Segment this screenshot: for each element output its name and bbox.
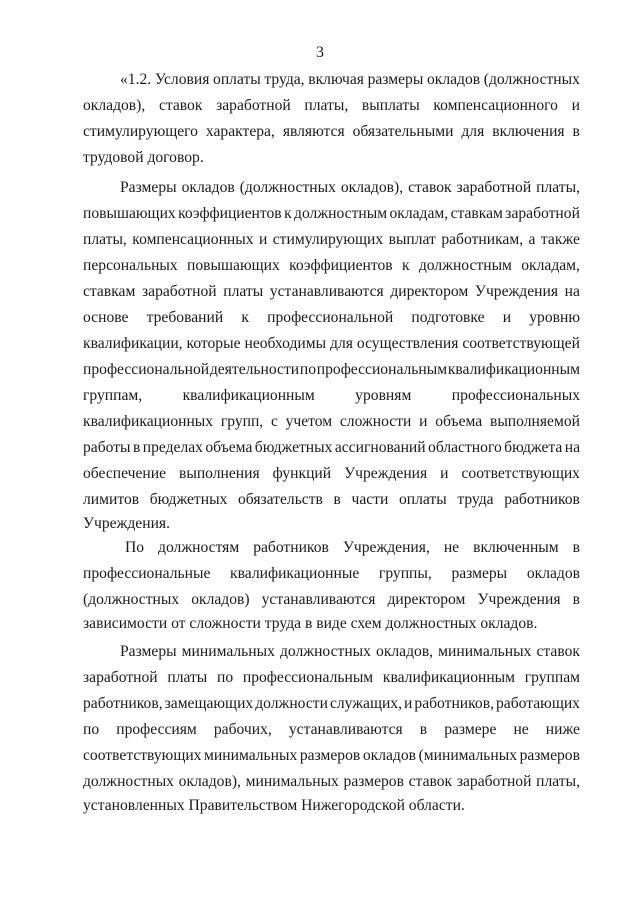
word: группам bbox=[524, 669, 580, 686]
word: деятельности bbox=[209, 361, 300, 378]
word: ставок bbox=[536, 643, 580, 660]
word: платы, bbox=[536, 773, 580, 790]
word: минимальных bbox=[438, 643, 532, 660]
text-run: трудовой договор. bbox=[83, 149, 204, 166]
page-number: 3 bbox=[316, 44, 324, 61]
paragraph-2-line-3 bbox=[83, 230, 580, 250]
word: квалификационные bbox=[230, 565, 360, 582]
word: бюджетных bbox=[254, 439, 333, 456]
word: в bbox=[572, 539, 580, 556]
word: работникам, bbox=[441, 231, 524, 248]
word: лимитов bbox=[83, 491, 140, 508]
word: по bbox=[299, 361, 317, 378]
word: заработной bbox=[456, 179, 532, 196]
word: с bbox=[270, 413, 278, 430]
paragraph-2-line-9 bbox=[83, 386, 580, 406]
word: выплаты bbox=[361, 97, 420, 114]
word: в bbox=[572, 591, 580, 608]
word: работников, bbox=[414, 695, 494, 712]
word: компенсационных bbox=[132, 231, 254, 248]
word: директором bbox=[387, 591, 466, 608]
word: Учреждения bbox=[344, 465, 428, 482]
word: уровням bbox=[355, 387, 412, 404]
word: платы, bbox=[304, 97, 349, 114]
word: являются bbox=[282, 123, 345, 140]
word: работников, bbox=[83, 695, 163, 712]
word: в bbox=[132, 439, 141, 456]
word: ставкам bbox=[83, 283, 136, 300]
word: функций bbox=[272, 465, 332, 482]
word: профессиональных bbox=[451, 387, 580, 404]
word: должностным bbox=[418, 257, 512, 274]
paragraph-4-line-2 bbox=[83, 668, 580, 688]
word: областного bbox=[428, 439, 502, 456]
word: размеров bbox=[343, 773, 404, 790]
paragraph-2-line-12 bbox=[83, 464, 580, 484]
paragraph-4-line-3 bbox=[83, 694, 580, 714]
word: работающих bbox=[496, 695, 580, 712]
word: подготовке bbox=[411, 309, 485, 326]
paragraph-4-line-4 bbox=[83, 720, 580, 740]
word: и bbox=[440, 465, 449, 482]
paragraph-4-line-7 bbox=[83, 796, 465, 816]
word: Размеры bbox=[120, 643, 177, 660]
word: части bbox=[351, 491, 389, 508]
word: основе bbox=[83, 309, 129, 326]
paragraph-1-line-3 bbox=[83, 122, 580, 142]
word: заработной bbox=[83, 669, 158, 686]
paragraph-2-line-1 bbox=[120, 178, 580, 198]
word: заработной bbox=[141, 283, 217, 300]
paragraph-2-line-8 bbox=[83, 360, 580, 380]
word: не bbox=[443, 539, 460, 556]
word: замещающих bbox=[164, 695, 254, 712]
paragraph-4-line-6 bbox=[83, 772, 580, 792]
word: для bbox=[461, 123, 485, 140]
word: повышающих bbox=[187, 257, 280, 274]
word: (должностных bbox=[239, 179, 336, 196]
word: к bbox=[241, 309, 249, 326]
word: включения bbox=[492, 123, 565, 140]
word: окладов bbox=[181, 179, 235, 196]
word: которые bbox=[186, 335, 241, 352]
word: профессиям bbox=[116, 721, 197, 738]
word: осуществления bbox=[356, 335, 459, 352]
word: устанавливаются bbox=[261, 591, 376, 608]
paragraph-3-line-2 bbox=[83, 564, 580, 584]
paragraph-1-line-2 bbox=[83, 96, 580, 116]
word: по bbox=[216, 669, 234, 686]
word: уровню bbox=[529, 309, 580, 326]
word: размере bbox=[444, 721, 497, 738]
word: профессиональной bbox=[267, 309, 394, 326]
paragraph-2-line-5 bbox=[83, 282, 580, 302]
word: должностных bbox=[279, 643, 371, 660]
word: Учреждения bbox=[474, 283, 558, 300]
word: размеры bbox=[451, 565, 508, 582]
word: заработной bbox=[505, 205, 580, 222]
word: работников bbox=[504, 491, 580, 508]
word: окладов, bbox=[376, 643, 434, 660]
word: окладам, bbox=[521, 257, 580, 274]
word: минимальных bbox=[245, 773, 339, 790]
word: служащих, bbox=[329, 695, 402, 712]
word: к bbox=[284, 205, 292, 222]
word: характера, bbox=[205, 123, 275, 140]
word: обязательными bbox=[352, 123, 454, 140]
word: необходимы bbox=[244, 335, 327, 352]
word: обязательств bbox=[237, 491, 323, 508]
word: размеров bbox=[519, 747, 580, 764]
word: и bbox=[419, 413, 428, 430]
word: компенсационного bbox=[433, 97, 558, 114]
word: ставок bbox=[408, 773, 453, 790]
paragraph-4-line-1 bbox=[120, 642, 580, 662]
word: для bbox=[330, 335, 353, 352]
word: в bbox=[572, 123, 580, 140]
word: на bbox=[564, 283, 580, 300]
paragraph-2-line-14 bbox=[83, 514, 170, 534]
paragraph-2-line-2 bbox=[83, 204, 580, 224]
word: ассигнований bbox=[334, 439, 426, 456]
word: минимальных bbox=[204, 747, 298, 764]
word: (должностных bbox=[83, 591, 180, 608]
word: квалификационным bbox=[382, 669, 516, 686]
word: выполнения bbox=[178, 465, 260, 482]
word: группам, bbox=[83, 387, 143, 404]
word: ниже bbox=[545, 721, 580, 738]
paragraph-2-line-10 bbox=[83, 412, 580, 432]
word: должностных bbox=[83, 773, 174, 790]
word: соответствующих bbox=[83, 747, 202, 764]
word: включая bbox=[308, 71, 364, 88]
word: оплаты bbox=[213, 71, 261, 88]
word: коэффициентов bbox=[178, 205, 282, 222]
word: группы, bbox=[378, 565, 432, 582]
paragraph-3-line-4 bbox=[83, 614, 537, 634]
word: платы, bbox=[83, 231, 127, 248]
word: ставок bbox=[408, 179, 452, 196]
word: минимальных bbox=[181, 643, 275, 660]
word: платы bbox=[167, 669, 208, 686]
word: включенным bbox=[473, 539, 559, 556]
word: объема bbox=[205, 439, 253, 456]
word: По bbox=[125, 539, 145, 556]
word: учетом bbox=[285, 413, 333, 430]
word: заработной bbox=[216, 97, 291, 114]
paragraph-3-line-1 bbox=[125, 538, 580, 558]
word: устанавливаются bbox=[288, 721, 403, 738]
word: квалификации, bbox=[83, 335, 183, 352]
word: стимулирующего bbox=[83, 123, 198, 140]
word: не bbox=[513, 721, 529, 738]
text-run: Учреждения. bbox=[83, 515, 170, 532]
paragraph-2-line-6 bbox=[83, 308, 580, 328]
word: Условия bbox=[154, 71, 210, 88]
word: на bbox=[564, 439, 580, 456]
word: квалификационным bbox=[182, 387, 315, 404]
word: платы bbox=[223, 283, 264, 300]
word: (минимальных bbox=[418, 747, 517, 764]
word: по bbox=[83, 721, 100, 738]
word: групп, bbox=[220, 413, 264, 430]
word: требований bbox=[146, 309, 224, 326]
word: Учреждения, bbox=[342, 539, 430, 556]
word: должности bbox=[255, 695, 328, 712]
word: размеры bbox=[367, 71, 424, 88]
word: повышающих bbox=[83, 205, 176, 222]
word: труда, bbox=[264, 71, 305, 88]
word: объема bbox=[435, 413, 483, 430]
paragraph-4-line-5 bbox=[83, 746, 580, 766]
word: окладов), bbox=[178, 773, 241, 790]
word: и bbox=[258, 231, 268, 248]
paragraph-2-line-13 bbox=[83, 490, 580, 510]
text-run: зависимости от сложности труда в виде схем должностных окладов. bbox=[83, 615, 538, 632]
word: выполняемой bbox=[489, 413, 580, 430]
word: обеспечение bbox=[83, 465, 167, 482]
word: профессиональным bbox=[242, 669, 374, 686]
word: а bbox=[528, 231, 536, 248]
word: Размеры bbox=[120, 179, 177, 196]
word: и bbox=[404, 695, 413, 712]
word: «1.2. bbox=[120, 71, 152, 88]
paragraph-2-line-11 bbox=[83, 438, 580, 458]
word: в bbox=[419, 721, 428, 738]
word: должностям bbox=[158, 539, 240, 556]
word: рабочих, bbox=[213, 721, 272, 738]
paragraph-2-line-7 bbox=[83, 334, 580, 354]
word: окладов bbox=[526, 565, 580, 582]
word: коэффициентов bbox=[289, 257, 393, 274]
text-run: установленных Правительством Нижегородской области. bbox=[83, 797, 465, 814]
word: профессиональные bbox=[83, 565, 211, 582]
word: персональных bbox=[83, 257, 178, 274]
word: и bbox=[502, 309, 512, 326]
paragraph-3-line-3 bbox=[83, 590, 580, 610]
word: и bbox=[571, 97, 580, 114]
word: платы, bbox=[536, 179, 580, 196]
word: окладов) bbox=[191, 591, 250, 608]
paragraph-1-line-1 bbox=[120, 70, 580, 90]
word: к bbox=[401, 257, 410, 274]
word: квалификационным bbox=[447, 361, 580, 378]
word: директором bbox=[390, 283, 469, 300]
word: работы bbox=[83, 439, 131, 456]
word: Учреждения bbox=[477, 591, 561, 608]
word: профессиональным bbox=[316, 361, 448, 378]
word: выплат bbox=[388, 231, 436, 248]
word: ставок bbox=[158, 97, 203, 114]
word: соответствующей bbox=[462, 335, 580, 352]
word: в bbox=[333, 491, 341, 508]
word: соответствующих bbox=[461, 465, 580, 482]
word: заработной bbox=[456, 773, 532, 790]
word: пределах bbox=[142, 439, 203, 456]
word: стимулирующих bbox=[272, 231, 384, 248]
word: бюджета bbox=[504, 439, 563, 456]
word: окладов bbox=[362, 747, 416, 764]
word: также bbox=[540, 231, 580, 248]
word: бюджетных bbox=[149, 491, 228, 508]
word: окладов), bbox=[340, 179, 404, 196]
word: ставкам bbox=[450, 205, 503, 222]
word: должностным bbox=[294, 205, 388, 222]
word: труда bbox=[457, 491, 494, 508]
paragraph-1-line-4 bbox=[83, 148, 204, 168]
word: окладам, bbox=[389, 205, 449, 222]
paragraph-2-line-4 bbox=[83, 256, 580, 276]
word: (должностных bbox=[483, 71, 580, 88]
word: окладов), bbox=[83, 97, 146, 114]
word: квалификационных bbox=[83, 413, 214, 430]
word: оплаты bbox=[398, 491, 447, 508]
word: окладов bbox=[426, 71, 481, 88]
word: устанавливаются bbox=[269, 283, 384, 300]
word: профессиональной bbox=[83, 361, 210, 378]
word: размеров bbox=[299, 747, 361, 764]
word: работников bbox=[253, 539, 329, 556]
word: сложности bbox=[339, 413, 412, 430]
